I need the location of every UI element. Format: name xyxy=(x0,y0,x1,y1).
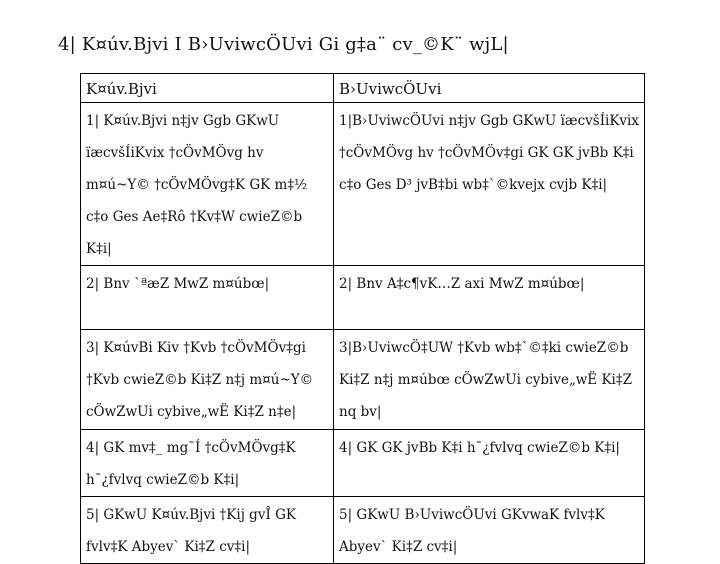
interpreter-cell xyxy=(334,266,645,330)
table-row xyxy=(81,330,645,430)
interpreter-cell xyxy=(334,430,645,497)
column-header-interpreter: B›UviwcÖUvi xyxy=(334,74,645,103)
cell-text: 3| K¤úvBi Kiv †Kvb †cÖvMÖv‡gi †Kvb cwieZ©b Ki‡Z n‡j m¤ú~Y© cÖwZwUi cybive„wË Ki‡Z n‡e| xyxy=(86,340,314,420)
compiler-cell xyxy=(81,430,334,497)
column-header-compiler: K¤úv.Bjvi xyxy=(81,74,334,103)
cell-text: 5| GKwU K¤úv.Bjvi †Kij gvÎ GK fvlv‡K Abyev` Ki‡Z cv‡i| xyxy=(86,507,296,555)
table-header-row xyxy=(81,74,645,103)
table-row xyxy=(81,497,645,564)
cell-text: 1| K¤úv.Bjvi n‡jv Ggb GKwU ïæcvšÍiKvix †cÖvMÖvg hv m¤ú~Y© †cÖvMÖvg‡K GK m‡½ c‡o Ges Ae‡Rô †Kv‡W cwieZ©b K‡i| xyxy=(86,113,308,257)
compiler-cell xyxy=(81,266,334,330)
table-row xyxy=(81,266,645,330)
cell-text: 4| GK mv‡_ mg¯Í †cÖvMÖvg‡K h¯¿fvlvq cwieZ©b K‡i| xyxy=(86,440,296,488)
slide-title: 4| K¤úv.Bjvi I B›UviwcÖUvi Gi g‡a¨ cv_©K¨ wjL| xyxy=(58,34,509,55)
interpreter-cell xyxy=(334,497,645,564)
comparison-table xyxy=(80,73,645,564)
table-row xyxy=(81,103,645,266)
cell-text: 5| GKwU B›UviwcÖUvi GKvwaK fvlv‡K Abyev` Ki‡Z cv‡i| xyxy=(339,507,605,555)
table-row xyxy=(81,430,645,497)
cell-text: 2| Bnv A‡c¶vK…Z axi MwZ m¤úbœ| xyxy=(339,276,585,292)
compiler-cell xyxy=(81,330,334,430)
interpreter-cell xyxy=(334,103,645,266)
cell-text: 3|B›UviwcÖ‡UW †Kvb wb‡`©‡ki cwieZ©b Ki‡Z n‡j m¤úbœ cÖwZwUi cybive„wË Ki‡Z nq bv| xyxy=(339,340,632,420)
cell-text: 1|B›UviwcÖUvi n‡jv Ggb GKwU ïæcvšÍiKvix †cÖvMÖvg hv †cÖvMÖv‡gi GK GK jvBb K‡i c‡o Ges D³ jvB‡bi wb‡`©kvejx cvjb K‡i| xyxy=(339,113,639,193)
cell-text: 4| GK GK jvBb K‡i h¯¿fvlvq cwieZ©b K‡i| xyxy=(339,440,620,456)
cell-text: 2| Bnv `ªæZ MwZ m¤úbœ| xyxy=(86,276,270,292)
interpreter-cell xyxy=(334,330,645,430)
compiler-cell xyxy=(81,103,334,266)
compiler-cell xyxy=(81,497,334,564)
